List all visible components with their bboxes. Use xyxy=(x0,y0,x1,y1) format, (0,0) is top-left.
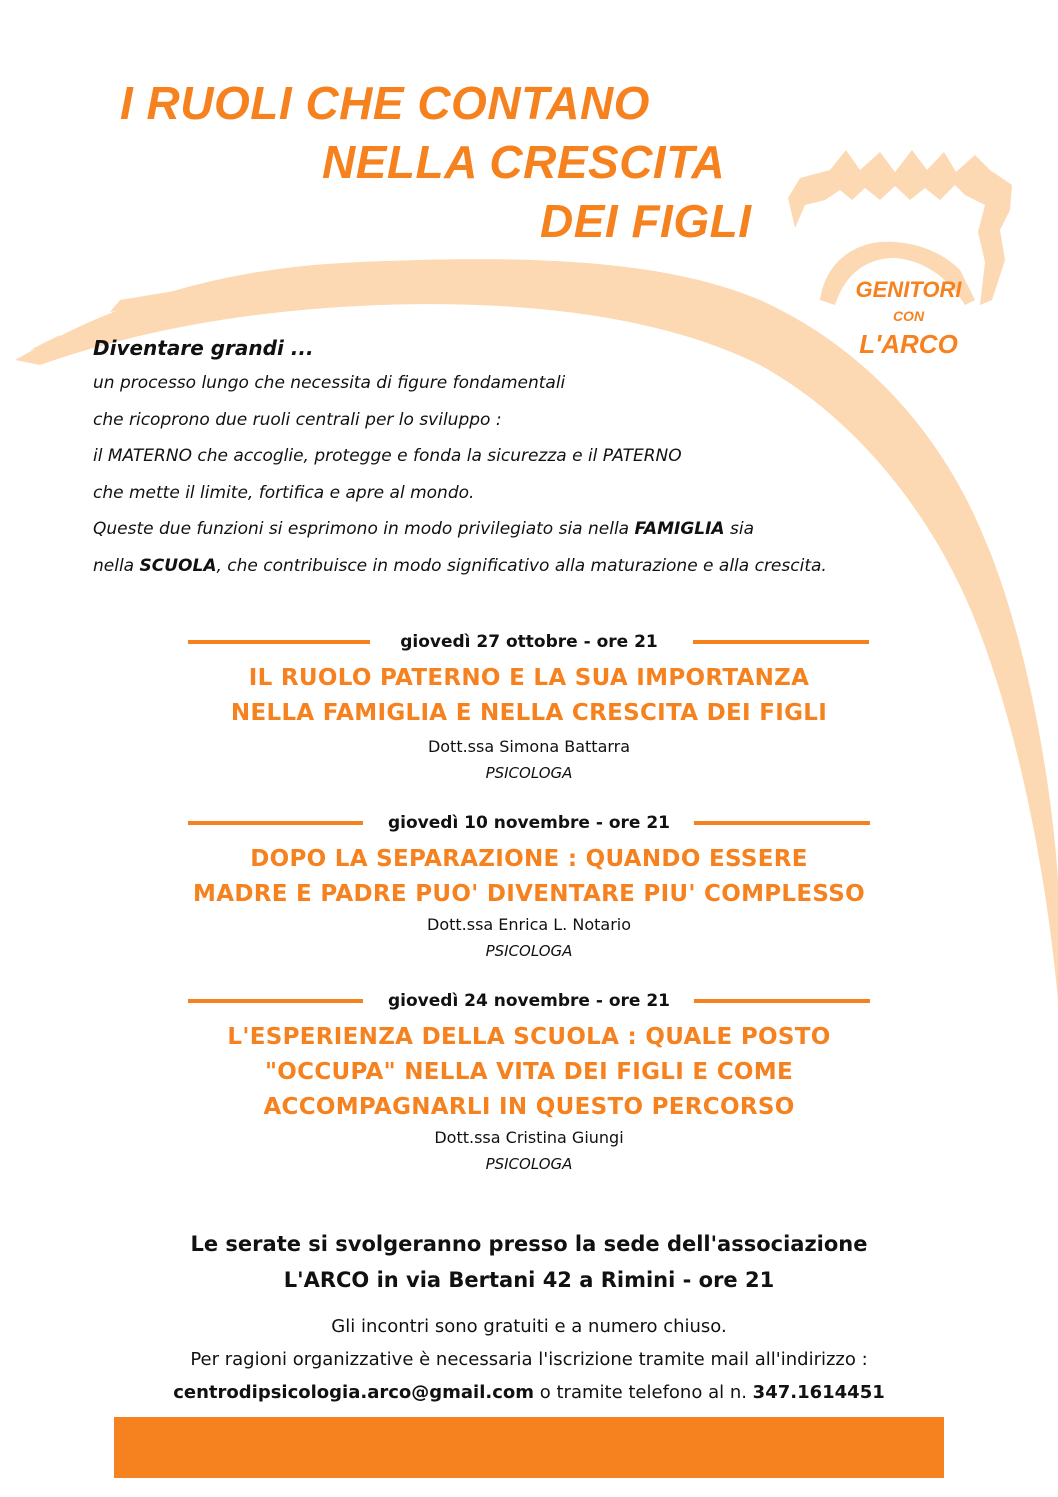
event-title-line-2: MADRE E PADRE PUO' DIVENTARE PIU' COMPLESSO xyxy=(193,881,865,907)
event-speaker-role: PSICOLOGA xyxy=(485,942,573,960)
date-rule-left xyxy=(188,821,363,825)
date-rule-left xyxy=(188,999,363,1003)
event-title-line-2: NELLA FAMIGLIA E NELLA CRESCITA DEI FIGLI xyxy=(230,700,828,726)
intro-line-6-a: nella xyxy=(93,555,140,576)
event-date: giovedì 27 ottobre - ore 21 xyxy=(400,632,658,652)
event-3 xyxy=(0,986,1058,1177)
info-line-3-mid: o tramite telefono al n. xyxy=(534,1382,753,1403)
page-title-line-2: NELLA CRESCITA xyxy=(322,136,726,188)
logo-line-3: L'ARCO xyxy=(859,329,958,359)
date-rule-right xyxy=(694,821,870,825)
intro-section xyxy=(93,331,1023,584)
event-title-line-2: "OCCUPA" NELLA VITA DEI FIGLI E COME xyxy=(265,1059,793,1085)
event-1 xyxy=(0,627,1058,786)
info-line-3 xyxy=(0,1376,1058,1409)
event-date-row xyxy=(0,986,1058,1016)
intro-heading: Diventare grandi ... xyxy=(93,336,314,360)
intro-line-3: il MATERNO che accoglie, protegge e fonda la sicurezza e il PATERNO xyxy=(93,446,682,466)
date-rule-left xyxy=(188,640,370,644)
event-date: giovedì 10 novembre - ore 21 xyxy=(387,813,671,833)
event-speaker: Dott.ssa Simona Battarra xyxy=(427,737,631,756)
event-date-row xyxy=(0,627,1058,657)
info-line-1: Gli incontri sono gratuiti e a numero chiuso. xyxy=(331,1316,727,1337)
event-date-row xyxy=(0,808,1058,838)
date-rule-right xyxy=(694,999,870,1003)
event-date: giovedì 24 novembre - ore 21 xyxy=(387,991,671,1011)
event-title-line-3: ACCOMPAGNARLI IN QUESTO PERCORSO xyxy=(263,1094,795,1120)
intro-line-1: un processo lungo che necessita di figure fondamentali xyxy=(93,373,566,393)
intro-line-5 xyxy=(93,511,1023,548)
logo-line-2: CON xyxy=(892,308,925,324)
intro-line-6 xyxy=(93,548,1023,585)
info-line-2: Per ragioni organizzative è necessaria l'iscrizione tramite mail all'indirizzo : xyxy=(190,1349,868,1370)
event-title-line-1: DOPO LA SEPARAZIONE : QUANDO ESSERE xyxy=(250,846,808,872)
page-title-line-3: DEI FIGLI xyxy=(540,195,752,247)
intro-line-2: che ricoprono due ruoli centrali per lo sviluppo : xyxy=(93,409,502,430)
date-rule-right xyxy=(693,640,869,644)
venue-line-1: Le serate si svolgeranno presso la sede dell'associazione xyxy=(190,1232,868,1256)
event-title-line-1: IL RUOLO PATERNO E LA SUA IMPORTANZA xyxy=(248,665,810,691)
venue-info xyxy=(0,1226,1058,1298)
event-title-line-1: L'ESPERIENZA DELLA SCUOLA : QUALE POSTO xyxy=(227,1024,831,1050)
intro-line-6-c: , che contribuisce in modo significativo alla maturazione e alla crescita. xyxy=(216,555,827,576)
contact-email[interactable]: centrodipsicologia.arco@gmail.com xyxy=(173,1382,535,1403)
footer-bar xyxy=(114,1417,944,1478)
page-title-line-1: I RUOLI CHE CONTANO xyxy=(120,77,650,129)
intro-scuola: SCUOLA xyxy=(139,555,217,576)
intro-famiglia: FAMIGLIA xyxy=(634,519,725,539)
intro-line-4: che mette il limite, fortifica e apre al mondo. xyxy=(93,482,475,503)
intro-line-5-c: sia xyxy=(724,519,754,539)
logo-line-1: GENITORI xyxy=(855,277,962,302)
event-2 xyxy=(0,808,1058,964)
event-speaker: Dott.ssa Enrica L. Notario xyxy=(427,915,631,934)
event-speaker: Dott.ssa Cristina Giungi xyxy=(434,1128,624,1147)
registration-info xyxy=(0,1310,1058,1409)
event-speaker-role: PSICOLOGA xyxy=(485,764,573,782)
venue-line-2: L'ARCO in via Bertani 42 a Rimini - ore 21 xyxy=(283,1268,775,1292)
contact-phone[interactable]: 347.1614451 xyxy=(752,1382,885,1403)
event-speaker-role: PSICOLOGA xyxy=(485,1155,573,1173)
intro-line-5-a: Queste due funzioni si esprimono in modo privilegiato sia nella xyxy=(93,519,635,539)
